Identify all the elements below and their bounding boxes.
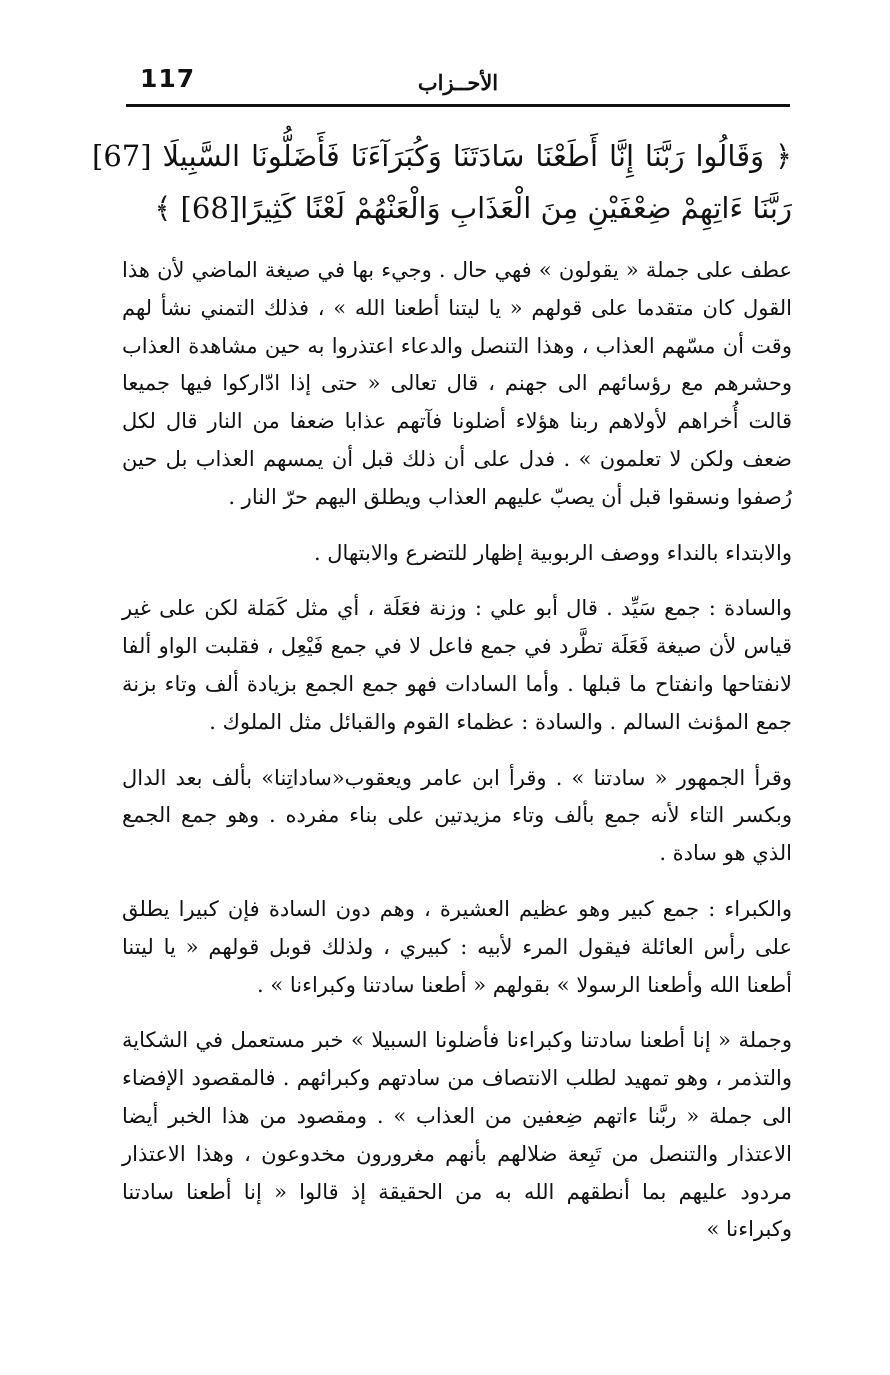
paragraph: وقرأ الجمهور « سادتنا » . وقرأ ابن عامر ويعقوب«ساداتِنا» بألف بعد الدال وبكسر التاء لأنه جمع بألف وتاء مزيدتين على بناء مفرده . وهو جمع الجمع الذي هو سادة . bbox=[122, 765, 792, 866]
running-header bbox=[126, 62, 790, 102]
chapter-title: الأحــزاب bbox=[417, 70, 499, 95]
commentary-body bbox=[122, 252, 792, 1267]
paragraph: والكبراء : جمع كبير وهو عظيم العشيرة ، وهم دون السادة فإن كبيرا يطلق على رأس العائلة فيقول المرء لأبيه : كبيري ، ولذلك قوبل قولهم « يا ليتنا أطعنا الله وأطعنا الرسولا » بقولهم « أطعنا سادتنا وكبراءنا » . bbox=[122, 896, 792, 997]
page-number: 117 bbox=[140, 64, 196, 93]
quran-verse: ﴿ وَقَالُوا رَبَّنَا إِنَّا أَطَعْنَا سَادَتَنَا وَكُبَرَآءَنَا فَأَضَلُّونَا السَّبِيلَا [67] رَبَّنَا ءَاتِهِمْ ضِعْفَيْنِ مِنَ الْعَذَابِ وَالْعَنْهُمْ لَعْنًا كَثِيرًا[68] ﴾ bbox=[92, 139, 792, 225]
paragraph: وجملة « إنا أطعنا سادتنا وكبراءنا فأضلونا السبيلا » خبر مستعمل في الشكاية والتذمر ، وهو تمهيد لطلب الانتصاف من سادتهم وكبرائهم . فالمقصود الإفضاء الى جملة « ربَّنا ءاتهم ضِعفين من العذاب » . ومقصود من هذا الخبر أيضا الاعتذار والتنصل من تَبِعة ضلالهم بأنهم مغرورون مخدوعون ، وهذا الاعتذار مردود عليهم بما أنطقهم الله به من الحقيقة إذ قالوا « إنا أطعنا سادتنا وكبراءنا » bbox=[122, 1028, 792, 1242]
paragraph: والسادة : جمع سَيِّد . قال أبو علي : وزنة فعَلَة ، أي مثل كَمَلة لكن على غير قياس لأن صيغة فَعَلَة تطَّرد في جمع فاعل لا في جمع فَيْعِل ، فقلبت الواو ألفا لانفتاحها وانفتاح ما قبلها . وأما السادات فهو جمع الجمع بزيادة ألف وتاء بزنة جمع المؤنث السالم . والسادة : عظماء القوم والقبائل مثل الملوك . bbox=[122, 596, 792, 734]
header-rule bbox=[126, 104, 790, 107]
paragraph: والابتداء بالنداء ووصف الربوبية إظهار للتضرع والابتهال . bbox=[313, 540, 792, 565]
paragraph: عطف على جملة « يقولون » فهي حال . وجيء بها في صيغة الماضي لأن هذا القول كان متقدما على قولهم « يا ليتنا أطعنا الله » ، فذلك التمني نشأ لهم وقت أن مسّهم العذاب ، وهذا التنصل والدعاء اعتذروا به حين مشاهدة العذاب وحشرهم مع رؤسائهم الى جهنم ، قال تعالى « حتى إذا ادّاركوا فيها جميعا قالت أُخراهم لأولاهم ربنا هؤلاء أضلونا فآتهم عذابا ضعفا من النار قال لكل ضعف ولكن لا تعلمون » . فدل على أن ذلك قبل أن يمسهم العذاب بل حين رُصفوا ونسقوا قبل أن يصبّ عليهم العذاب ويطلق اليهم حرّ النار . bbox=[122, 258, 792, 509]
